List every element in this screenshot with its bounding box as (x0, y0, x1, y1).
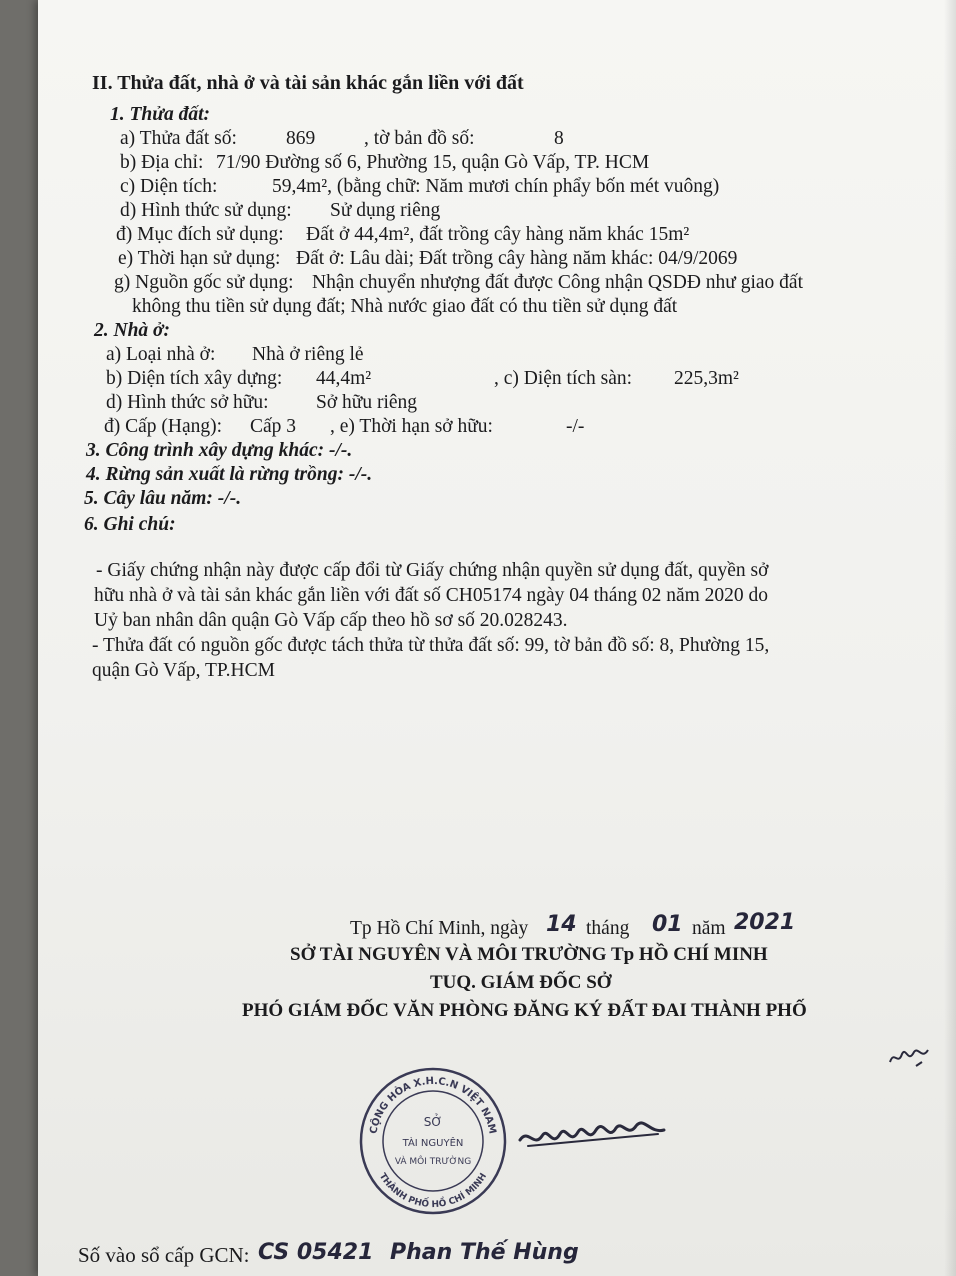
handwritten-initials (886, 1040, 932, 1070)
tuq-title: TUQ. GIÁM ĐỐC SỞ (430, 972, 612, 993)
stamp-line2: TÀI NGUYÊN (402, 1138, 464, 1149)
official-seal (358, 1066, 508, 1216)
land-area: 59,4m², (bằng chữ: Năm mươi chín phẩy bốn mét vuông) (272, 176, 720, 197)
land-usage-purpose: Đất ở 44,4m², đất trồng cây hàng năm khác 15m² (306, 224, 690, 245)
stamp-line1: SỞ (423, 1115, 443, 1129)
signoff-year: 2021 (734, 910, 796, 935)
house-b-label: b) Diện tích xây dựng: (106, 368, 283, 389)
signoff-day: 14 (546, 912, 577, 937)
month-label: tháng (586, 918, 630, 939)
house-build-area: 44,4m² (316, 368, 372, 389)
house-c-label: , c) Diện tích sàn: (494, 368, 633, 389)
house-heading: 2. Nhà ở: (94, 320, 171, 341)
place-date-prefix: Tp Hồ Chí Minh, ngày (350, 918, 529, 939)
land-address: 71/90 Đường số 6, Phường 15, quận Gò Vấp, TP. HCM (216, 152, 650, 173)
signoff-month: 01 (652, 912, 683, 937)
house-grade: Cấp 3 (250, 416, 297, 437)
land-heading: 1. Thửa đất: (110, 104, 210, 125)
land-origin-line2: không thu tiền sử dụng đất; Nhà nước giao đất có thu tiền sử dụng đất (132, 296, 678, 317)
map-sheet-label: , tờ bản đồ số: (364, 128, 475, 149)
land-origin-line1: Nhận chuyển nhượng đất được Công nhận QSDĐ như giao đất (312, 272, 804, 293)
stamp-ring-top: CỘNG HÒA X.H.C.N VIỆT NAM (368, 1075, 498, 1135)
note2-line1: - Thửa đất có nguồn gốc được tách thửa từ thửa đất số: 99, tờ bản đồ số: 8, Phường 15, (92, 635, 770, 656)
house-floor-area: 225,3m² (674, 368, 739, 389)
land-a-label: a) Thửa đất số: (120, 128, 237, 149)
note1-line2: hữu nhà ở và tài sản khác gắn liền với đất số CH05174 ngày 04 tháng 02 năm 2020 do (94, 585, 769, 606)
note2-line2: quận Gò Vấp, TP.HCM (92, 660, 275, 681)
registry-label: Số vào sổ cấp GCN: (78, 1243, 250, 1267)
note1-line1: - Giấy chứng nhận này được cấp đổi từ Giấy chứng nhận quyền sử dụng đất, quyền sở (96, 560, 769, 581)
land-g-label: g) Nguồn gốc sử dụng: (114, 272, 294, 293)
map-sheet-number: 8 (554, 128, 564, 149)
other-construction: 3. Công trình xây dựng khác: -/-. (86, 440, 353, 461)
land-dd-label: đ) Mục đích sử dụng: (116, 224, 284, 245)
deputy-title: PHÓ GIÁM ĐỐC VĂN PHÒNG ĐĂNG KÝ ĐẤT ĐAI THÀNH PHỐ (242, 1000, 807, 1021)
house-ownership-term: -/- (566, 416, 585, 437)
stamp-line3: VÀ MÔI TRƯỜNG (394, 1157, 472, 1167)
notes-heading: 6. Ghi chú: (84, 514, 176, 535)
parcel-number: 869 (286, 128, 316, 149)
production-forest: 4. Rừng sản xuất là rừng trồng: -/-. (86, 464, 373, 485)
land-usage-form: Sử dụng riêng (330, 200, 441, 221)
land-c-label: c) Diện tích: (120, 176, 218, 197)
page-edge-shadow (944, 0, 956, 1276)
house-dd-label: đ) Cấp (Hạng): (104, 416, 223, 437)
house-d-label: d) Hình thức sở hữu: (106, 392, 269, 413)
certificate-page (38, 0, 956, 1276)
agency-name: SỞ TÀI NGUYÊN VÀ MÔI TRƯỜNG Tp HỒ CHÍ MINH (290, 944, 768, 965)
year-label: năm (692, 918, 726, 939)
land-usage-term: Đất ở: Lâu dài; Đất trồng cây hàng năm khác: 04/9/2069 (296, 248, 738, 269)
house-type: Nhà ở riêng lẻ (252, 344, 364, 365)
note1-line3: Uỷ ban nhân dân quận Gò Vấp cấp theo hồ sơ số 20.028243. (94, 610, 568, 631)
perennial-trees: 5. Cây lâu năm: -/-. (84, 488, 242, 509)
signature-mark (518, 1108, 668, 1154)
land-d-label: d) Hình thức sử dụng: (120, 200, 292, 221)
registry-number: CS 05421 (258, 1240, 374, 1265)
land-e-label: e) Thời hạn sử dụng: (118, 248, 281, 269)
land-b-label: b) Địa chỉ: (120, 152, 204, 173)
signer-name: Phan Thế Hùng (390, 1240, 579, 1265)
section-title: II. Thửa đất, nhà ở và tài sản khác gắn liền với đất (92, 72, 524, 94)
house-ownership-form: Sở hữu riêng (316, 392, 418, 413)
house-a-label: a) Loại nhà ở: (106, 344, 216, 365)
house-e-label: , e) Thời hạn sở hữu: (330, 416, 493, 437)
stamp-ring-bottom: THÀNH PHỐ HỒ CHÍ MINH (376, 1171, 490, 1211)
